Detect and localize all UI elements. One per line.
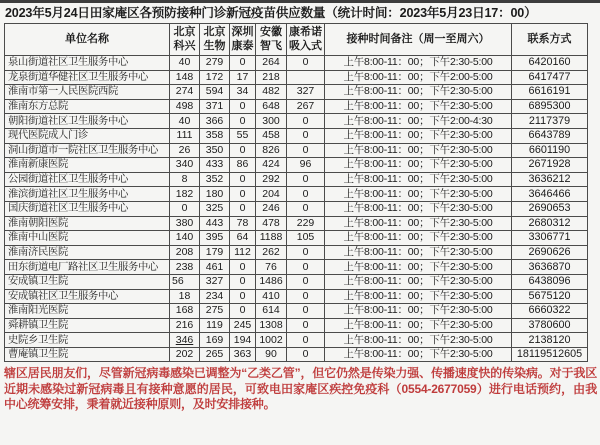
vaccine-count-cell: 395 bbox=[200, 231, 230, 246]
unit-name-cell: 淮滨街道社区卫生服务中心 bbox=[5, 187, 170, 202]
vaccine-count-cell: 140 bbox=[170, 231, 200, 246]
vaccine-count-cell: 424 bbox=[256, 158, 287, 173]
vaccine-count-cell: 76 bbox=[256, 260, 287, 275]
vaccine-count-cell: 267 bbox=[287, 99, 325, 114]
vaccine-count-cell: 0 bbox=[287, 318, 325, 333]
schedule-cell: 上午8:00-11：00；下午2:00-5:00 bbox=[325, 70, 512, 85]
header-row bbox=[5, 24, 588, 56]
schedule-cell: 上午8:00-11：00；下午2:30-5:00 bbox=[325, 128, 512, 143]
schedule-cell: 上午8:00-11：00；下午2:30-5:00 bbox=[325, 289, 512, 304]
unit-name-cell: 现代医院成人门诊 bbox=[5, 128, 170, 143]
unit-name-cell: 淮南市第一人民医院西院 bbox=[5, 85, 170, 100]
vaccine-count-cell: 111 bbox=[170, 128, 200, 143]
schedule-cell: 上午8:00-11：00；下午2:30-5:00 bbox=[325, 99, 512, 114]
vaccine-count-cell: 0 bbox=[230, 143, 256, 158]
vaccine-count-cell: 0 bbox=[287, 201, 325, 216]
table-row bbox=[5, 70, 588, 85]
schedule-cell: 上午8:00-11：00；下午2:30-5:00 bbox=[325, 304, 512, 319]
vaccine-count-cell: 0 bbox=[170, 201, 200, 216]
vaccine-count-cell: 17 bbox=[230, 70, 256, 85]
vaccine-count-cell: 826 bbox=[256, 143, 287, 158]
vaccine-count-cell: 246 bbox=[256, 201, 287, 216]
vaccine-count-cell: 0 bbox=[287, 187, 325, 202]
vaccine-count-cell: 366 bbox=[200, 114, 230, 129]
vaccine-count-cell: 238 bbox=[170, 260, 200, 275]
vaccine-count-cell: 371 bbox=[200, 99, 230, 114]
vaccine-count-cell: 0 bbox=[287, 128, 325, 143]
vaccine-count-cell: 410 bbox=[256, 289, 287, 304]
vaccine-count-cell: 443 bbox=[200, 216, 230, 231]
table-row bbox=[5, 114, 588, 129]
unit-name-cell: 淮南中山医院 bbox=[5, 231, 170, 246]
unit-name-cell: 公园街道社区卫生服务中心 bbox=[5, 172, 170, 187]
vaccine-count-cell: 0 bbox=[230, 260, 256, 275]
vaccine-count-cell: 64 bbox=[230, 231, 256, 246]
schedule-cell: 上午8:00-11：00；下午2:30-5:00 bbox=[325, 318, 512, 333]
vaccine-count-cell: 350 bbox=[200, 143, 230, 158]
vaccine-count-cell: 86 bbox=[230, 158, 256, 173]
table-row bbox=[5, 201, 588, 216]
contact-cell: 2690626 bbox=[512, 245, 588, 260]
vaccine-count-cell: 26 bbox=[170, 143, 200, 158]
vaccine-count-cell: 112 bbox=[230, 245, 256, 260]
vaccine-name-line: 深圳 bbox=[231, 26, 254, 38]
vaccine-count-cell: 208 bbox=[170, 245, 200, 260]
contact-cell: 2138120 bbox=[512, 333, 588, 348]
table-row bbox=[5, 85, 588, 100]
vaccine-count-cell: 327 bbox=[200, 274, 230, 289]
vaccine-count-cell: 0 bbox=[287, 274, 325, 289]
vaccine-count-cell: 218 bbox=[256, 70, 287, 85]
contact-cell: 2690653 bbox=[512, 201, 588, 216]
vaccine-count-cell: 458 bbox=[256, 128, 287, 143]
vaccine-name-line: 北京 bbox=[173, 26, 196, 38]
vaccine-count-cell: 1308 bbox=[256, 318, 287, 333]
vaccine-name-line: 生物 bbox=[203, 39, 226, 52]
vaccine-count-cell: 216 bbox=[170, 318, 200, 333]
unit-name-cell: 田东街道电厂路社区卫生服务中心 bbox=[5, 260, 170, 275]
vaccine-count-cell: 0 bbox=[230, 99, 256, 114]
vaccine-count-cell: 433 bbox=[200, 158, 230, 173]
contact-cell: 2671928 bbox=[512, 158, 588, 173]
vaccine-count-cell: 478 bbox=[256, 216, 287, 231]
vaccine-name-line: 安徽 bbox=[260, 26, 282, 38]
contact-cell: 6643789 bbox=[512, 128, 588, 143]
contact-cell: 6601190 bbox=[512, 143, 588, 158]
column-header-cansino-inhaled bbox=[287, 24, 325, 56]
contact-cell: 3636212 bbox=[512, 172, 588, 187]
vaccine-count-cell: 327 bbox=[287, 85, 325, 100]
unit-name-cell: 安成镇社区卫生服务中心 bbox=[5, 289, 170, 304]
vaccine-count-cell: 0 bbox=[287, 347, 325, 362]
vaccine-count-cell: 274 bbox=[170, 85, 200, 100]
vaccine-name-line: 康希诺 bbox=[289, 26, 322, 38]
vaccine-count-cell: 172 bbox=[200, 70, 230, 85]
vaccine-count-cell: 0 bbox=[287, 56, 325, 71]
vaccine-count-cell: 262 bbox=[256, 245, 287, 260]
footer-notice: 辖区居民朋友们，尽管新冠病毒感染已调整为“乙类乙管”，但它仍然是传染力强、传播速度快的传染病。对于我区近期未感染过新冠病毒且有接种意愿的居民，可致电田家庵区疾控免疫科（0554-2677059）进行电话预约，由我中心统筹安排，秉着就近接种原则，及时安排接种。 bbox=[4, 366, 597, 412]
vaccine-count-cell: 40 bbox=[170, 56, 200, 71]
vaccine-count-cell: 358 bbox=[200, 128, 230, 143]
vaccine-count-cell: 0 bbox=[230, 114, 256, 129]
vaccine-count-cell: 169 bbox=[200, 333, 230, 348]
vaccine-count-cell: 340 bbox=[170, 158, 200, 173]
vaccine-count-cell: 148 bbox=[170, 70, 200, 85]
vaccine-count-cell: 275 bbox=[200, 304, 230, 319]
schedule-cell: 上午8:00-11：00；下午2:00-4:30 bbox=[325, 114, 512, 129]
column-header-beijing-shengwu bbox=[200, 24, 230, 56]
vaccine-count-cell: 300 bbox=[256, 114, 287, 129]
vaccine-count-cell: 90 bbox=[256, 347, 287, 362]
unit-name-cell: 朝阳街道社区卫生服务中心 bbox=[5, 114, 170, 129]
contact-cell: 18119512605 bbox=[512, 347, 588, 362]
column-header-shenzhen-kangtai bbox=[230, 24, 256, 56]
schedule-cell: 上午8:00-11：00；下午2:30-5:00 bbox=[325, 347, 512, 362]
schedule-cell: 上午8:00-11：00；下午2:30-5:00 bbox=[325, 260, 512, 275]
vaccine-count-cell: 0 bbox=[287, 114, 325, 129]
contact-cell: 3646466 bbox=[512, 187, 588, 202]
vaccine-count-cell: 194 bbox=[230, 333, 256, 348]
vaccine-name-line: 北京 bbox=[203, 26, 226, 38]
vaccine-count-cell: 264 bbox=[256, 56, 287, 71]
vaccine-count-cell: 0 bbox=[230, 274, 256, 289]
schedule-cell: 上午8:00-11：00；下午2:30-5:00 bbox=[325, 85, 512, 100]
contact-cell: 3780600 bbox=[512, 318, 588, 333]
schedule-cell: 上午8:00-11：00；下午2:30-5:00 bbox=[325, 158, 512, 173]
contact-cell: 6438096 bbox=[512, 274, 588, 289]
unit-name-cell: 淮南朝阳医院 bbox=[5, 216, 170, 231]
vaccine-count-cell: 648 bbox=[256, 99, 287, 114]
vaccine-count-cell: 78 bbox=[230, 216, 256, 231]
table-row bbox=[5, 99, 588, 114]
unit-name-cell: 国庆街道社区卫生服务中心 bbox=[5, 201, 170, 216]
vaccine-name-line: 智飞 bbox=[260, 39, 282, 52]
contact-cell: 3636870 bbox=[512, 260, 588, 275]
vaccine-count-cell: 179 bbox=[200, 245, 230, 260]
unit-name-cell: 淮南东方总院 bbox=[5, 99, 170, 114]
vaccine-count-cell: 292 bbox=[256, 172, 287, 187]
contact-cell: 6420160 bbox=[512, 56, 588, 71]
table-row bbox=[5, 231, 588, 246]
table-row bbox=[5, 216, 588, 231]
table-row bbox=[5, 318, 588, 333]
vaccine-count-cell: 594 bbox=[200, 85, 230, 100]
vaccine-count-cell: 0 bbox=[287, 304, 325, 319]
schedule-cell: 上午8:00-11：00；下午2:30-5:00 bbox=[325, 274, 512, 289]
contact-cell: 2680312 bbox=[512, 216, 588, 231]
table-row bbox=[5, 333, 588, 348]
vaccine-count-cell: 0 bbox=[287, 245, 325, 260]
vaccine-name-line: 吸入式 bbox=[289, 39, 322, 52]
table-body bbox=[5, 56, 588, 362]
vaccine-count-cell: 119 bbox=[200, 318, 230, 333]
table-row bbox=[5, 172, 588, 187]
vaccine-name-line: 康泰 bbox=[231, 39, 254, 52]
vaccine-count-cell: 245 bbox=[230, 318, 256, 333]
schedule-cell: 上午8:00-11：00；下午2:30-5:00 bbox=[325, 333, 512, 348]
table-row bbox=[5, 128, 588, 143]
table-row bbox=[5, 289, 588, 304]
schedule-cell: 上午8:00-11：00；下午2:30-5:00 bbox=[325, 56, 512, 71]
column-header-schedule: 接种时间备注（周一至周六） bbox=[325, 24, 512, 56]
column-header-beijing-kexing bbox=[170, 24, 200, 56]
schedule-cell: 上午8:00-11：00；下午2:30-5:00 bbox=[325, 245, 512, 260]
vaccine-count-cell: 168 bbox=[170, 304, 200, 319]
vaccine-count-cell: 325 bbox=[200, 201, 230, 216]
vaccine-count-cell: 0 bbox=[287, 260, 325, 275]
vaccine-count-cell: 34 bbox=[230, 85, 256, 100]
unit-name-cell: 曹庵镇卫生院 bbox=[5, 347, 170, 362]
table-row bbox=[5, 143, 588, 158]
vaccine-count-cell: 0 bbox=[287, 289, 325, 304]
vaccine-count-cell: 1002 bbox=[256, 333, 287, 348]
contact-cell: 6616191 bbox=[512, 85, 588, 100]
unit-name-cell: 洞山街道市一院社区卫生服务中心 bbox=[5, 143, 170, 158]
vaccine-count-cell: 0 bbox=[287, 172, 325, 187]
vaccine-supply-table bbox=[4, 23, 588, 362]
vaccine-count-cell: 234 bbox=[200, 289, 230, 304]
unit-name-cell: 龙泉街道华健社区卫生服务中心 bbox=[5, 70, 170, 85]
schedule-cell: 上午8:00-11：00；下午2:30-5:00 bbox=[325, 172, 512, 187]
schedule-cell: 上午8:00-11：00；下午2:30-5:00 bbox=[325, 187, 512, 202]
table-row bbox=[5, 260, 588, 275]
contact-cell: 6895300 bbox=[512, 99, 588, 114]
vaccine-count-cell: 0 bbox=[287, 143, 325, 158]
table-row bbox=[5, 274, 588, 289]
page-title: 2023年5月24日田家庵区各预防接种门诊新冠疫苗供应数量（统计时间：2023年5月23日17：00） bbox=[5, 6, 537, 20]
vaccine-count-cell: 55 bbox=[230, 128, 256, 143]
vaccine-name-line: 科兴 bbox=[173, 39, 196, 52]
vaccine-count-cell: 363 bbox=[230, 347, 256, 362]
column-header-anhui-zhifei bbox=[256, 24, 287, 56]
vaccine-count-cell: 96 bbox=[287, 158, 325, 173]
schedule-cell: 上午8:00-11：00；下午2:30-5:00 bbox=[325, 231, 512, 246]
vaccine-count-cell: 498 bbox=[170, 99, 200, 114]
column-header-unit-name: 单位名称 bbox=[5, 24, 170, 56]
vaccine-count-cell: 229 bbox=[287, 216, 325, 231]
contact-cell: 2117379 bbox=[512, 114, 588, 129]
vaccine-count-cell: 0 bbox=[230, 172, 256, 187]
table-row bbox=[5, 347, 588, 362]
vaccine-count-cell: 202 bbox=[170, 347, 200, 362]
table-row bbox=[5, 187, 588, 202]
unit-name-cell: 舜耕镇卫生院 bbox=[5, 318, 170, 333]
unit-name-cell: 史院乡卫生院 bbox=[5, 333, 170, 348]
vaccine-count-cell: 346 bbox=[170, 333, 200, 348]
contact-cell: 3306771 bbox=[512, 231, 588, 246]
vaccine-count-cell: 40 bbox=[170, 114, 200, 129]
unit-name-cell: 安成镇卫生院 bbox=[5, 274, 170, 289]
vaccine-count-cell: 18 bbox=[170, 289, 200, 304]
vaccine-count-cell: 352 bbox=[200, 172, 230, 187]
vaccine-count-cell: 180 bbox=[200, 187, 230, 202]
vaccine-count-cell: 204 bbox=[256, 187, 287, 202]
vaccine-count-cell: 182 bbox=[170, 187, 200, 202]
table-row bbox=[5, 304, 588, 319]
vaccine-count-cell: 8 bbox=[170, 172, 200, 187]
vaccine-count-cell: 461 bbox=[200, 260, 230, 275]
vaccine-count-cell: 56 bbox=[170, 274, 200, 289]
vaccine-count-cell: 105 bbox=[287, 231, 325, 246]
vaccine-count-cell: 1486 bbox=[256, 274, 287, 289]
table-row bbox=[5, 245, 588, 260]
vaccine-count-cell: 0 bbox=[230, 56, 256, 71]
unit-name-cell: 泉山街道社区卫生服务中心 bbox=[5, 56, 170, 71]
contact-cell: 6660322 bbox=[512, 304, 588, 319]
vaccine-count-cell: 0 bbox=[287, 333, 325, 348]
table-row bbox=[5, 158, 588, 173]
column-header-contact: 联系方式 bbox=[512, 24, 588, 56]
unit-name-cell: 淮南阳光医院 bbox=[5, 304, 170, 319]
contact-cell: 5675120 bbox=[512, 289, 588, 304]
unit-name-cell: 淮南新康医院 bbox=[5, 158, 170, 173]
vaccine-count-cell: 0 bbox=[230, 187, 256, 202]
schedule-cell: 上午8:00-11：00；下午2:30-5:00 bbox=[325, 201, 512, 216]
contact-cell: 6417477 bbox=[512, 70, 588, 85]
vaccine-count-cell: 380 bbox=[170, 216, 200, 231]
vaccine-count-cell: 265 bbox=[200, 347, 230, 362]
vaccine-count-cell: 279 bbox=[200, 56, 230, 71]
vaccine-count-cell bbox=[287, 70, 325, 85]
vaccine-count-cell: 1188 bbox=[256, 231, 287, 246]
unit-name-cell: 淮南济民医院 bbox=[5, 245, 170, 260]
schedule-cell: 上午8:00-11：00；下午2:30-5:00 bbox=[325, 143, 512, 158]
vaccine-count-cell: 614 bbox=[256, 304, 287, 319]
vaccine-count-cell: 0 bbox=[230, 289, 256, 304]
vaccine-count-cell: 482 bbox=[256, 85, 287, 100]
vaccine-count-cell: 0 bbox=[230, 304, 256, 319]
schedule-cell: 上午8:00-11：00；下午2:30-5:00 bbox=[325, 216, 512, 231]
vaccine-count-cell: 0 bbox=[230, 201, 256, 216]
table-row bbox=[5, 56, 588, 71]
